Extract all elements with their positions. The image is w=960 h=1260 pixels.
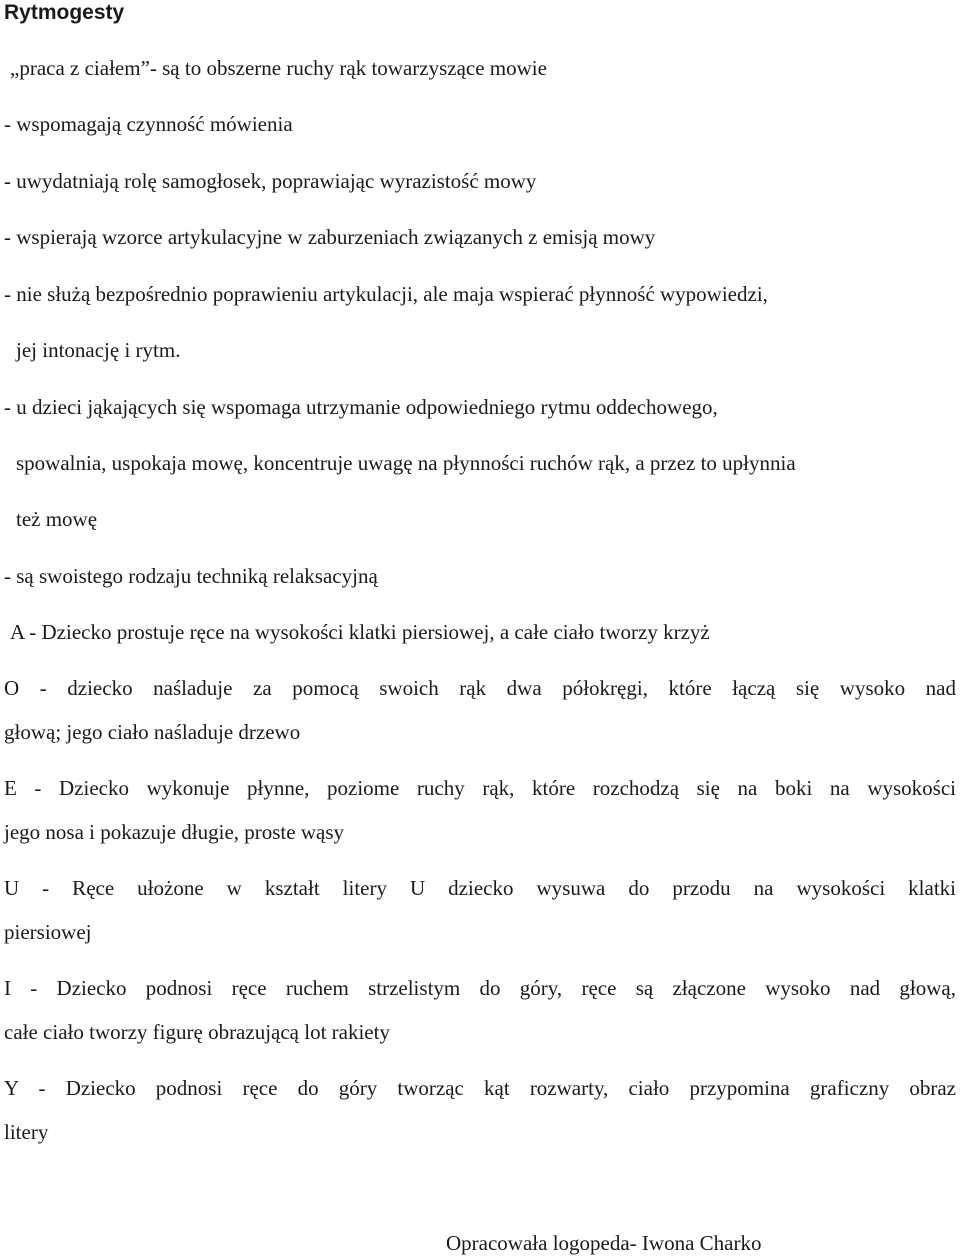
vowel-e-continuation: jego nosa i pokazuje długie, proste wąsy [4, 820, 344, 844]
vowel-o-description: O - dziecko naśladuje za pomocą swoich rąk dwa półokręgi, które łączą się wysoko nad [4, 676, 956, 700]
bullet-item: - u dzieci jąkających się wspomaga utrzymanie odpowiedniego rytmu oddechowego, [4, 395, 718, 419]
bullet-item: - wspierają wzorce artykulacyjne w zaburzeniach związanych z emisją mowy [4, 225, 656, 249]
author-signature: Opracowała logopeda- Iwona Charko [446, 1231, 762, 1255]
bullet-item: - wspomagają czynność mówienia [4, 112, 293, 136]
vowel-o-continuation: głową; jego ciało naśladuje drzewo [4, 720, 301, 744]
intro-line: „praca z ciałem”- są to obszerne ruchy rąk towarzyszące mowie [10, 56, 547, 80]
vowel-y-description: Y - Dziecko podnosi ręce do góry tworząc kąt rozwarty, ciało przypomina graficzny obraz [4, 1076, 956, 1100]
bullet-continuation: spowalnia, uspokaja mowę, koncentruje uwagę na płynności ruchów rąk, a przez to upłynnia [16, 451, 796, 475]
document-title: Rytmogesty [4, 1, 125, 24]
vowel-a-description: A - Dziecko prostuje ręce na wysokości klatki piersiowej, a całe ciało tworzy krzyż [10, 620, 710, 644]
bullet-item: - są swoistego rodzaju techniką relaksacyjną [4, 564, 378, 588]
vowel-i-continuation: całe ciało tworzy figurę obrazującą lot rakiety [4, 1020, 390, 1044]
bullet-item: - nie służą bezpośrednio poprawieniu artykulacji, ale maja wspierać płynność wypowiedzi, [4, 282, 768, 306]
bullet-continuation: jej intonację i rytm. [16, 338, 181, 362]
vowel-i-description: I - Dziecko podnosi ręce ruchem strzelistym do góry, ręce są złączone wysoko nad głową, [4, 976, 956, 1000]
vowel-y-continuation: litery [4, 1120, 49, 1144]
vowel-u-description: U - Ręce ułożone w kształt litery U dziecko wysuwa do przodu na wysokości klatki [4, 876, 956, 900]
bullet-continuation: też mowę [16, 507, 98, 531]
vowel-e-description: E - Dziecko wykonuje płynne, poziome ruchy rąk, które rozchodzą się na boki na wysokości [4, 776, 956, 800]
vowel-u-continuation: piersiowej [4, 920, 92, 944]
bullet-item: - uwydatniają rolę samogłosek, poprawiając wyrazistość mowy [4, 169, 537, 193]
